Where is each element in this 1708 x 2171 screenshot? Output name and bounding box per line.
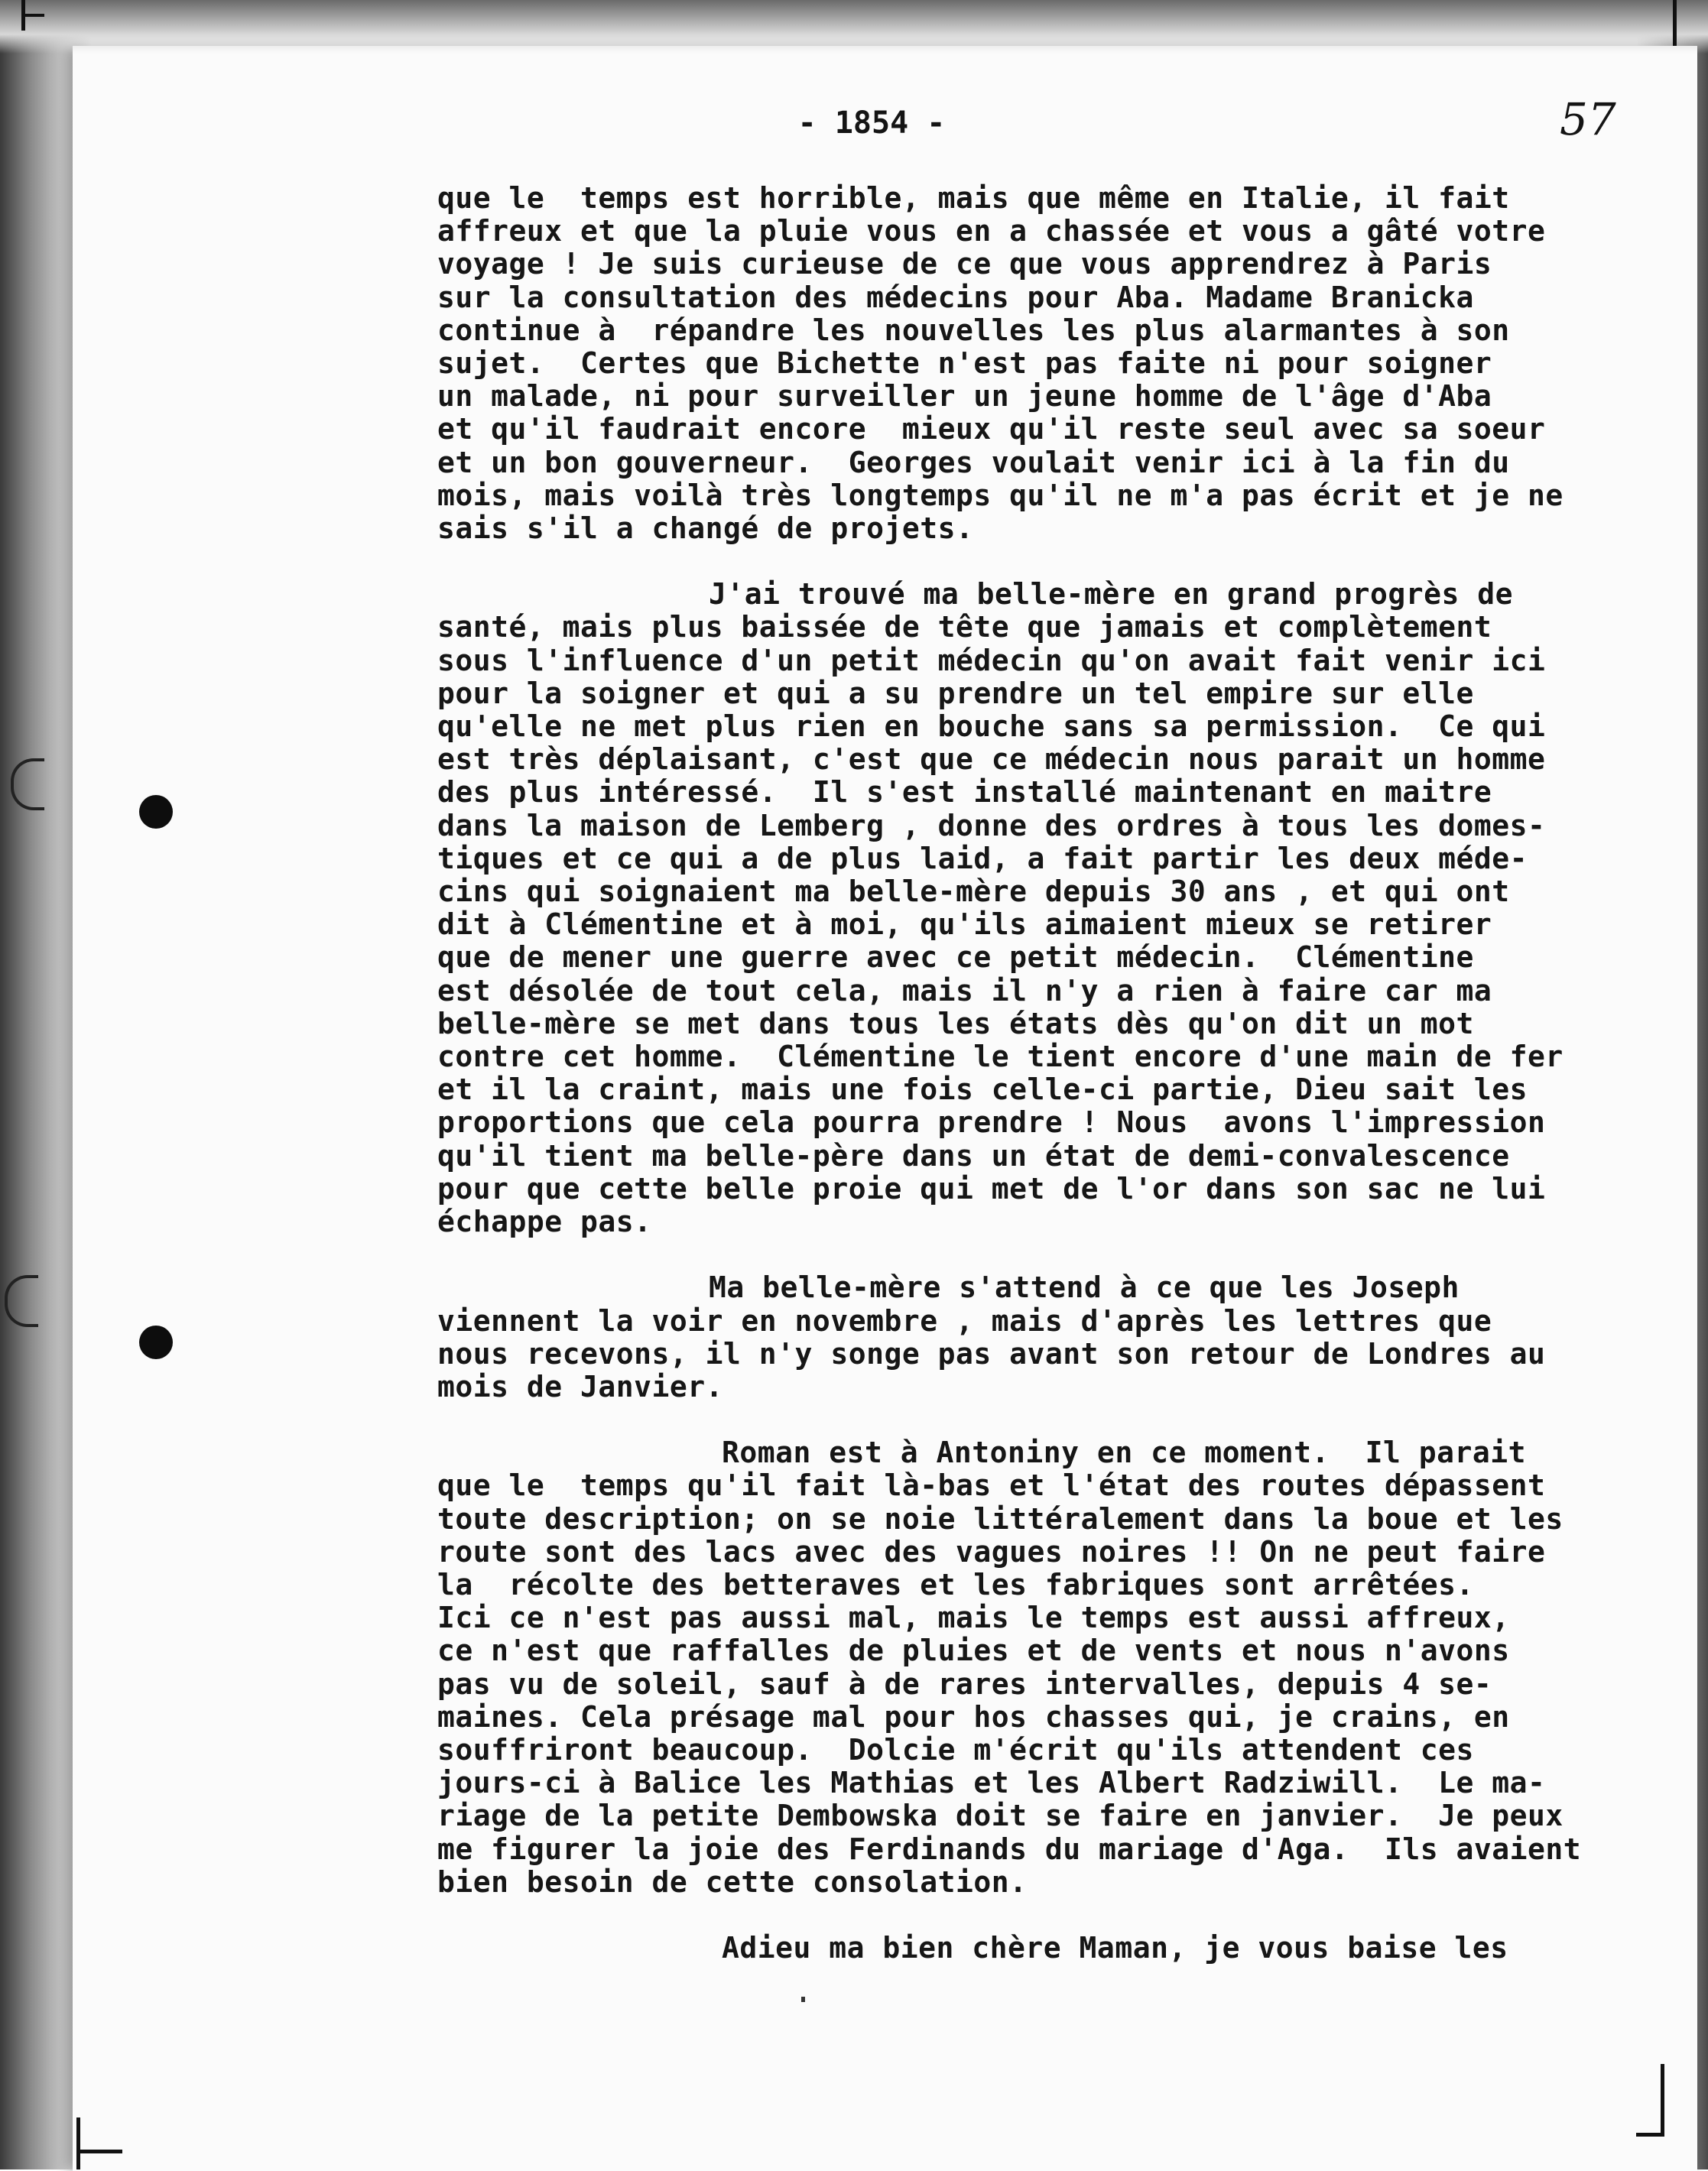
text-line: jours-ci à Balice les Mathias et les Albert Radziwill. Le ma- <box>437 1766 1546 1800</box>
letter-body <box>437 182 1684 1997</box>
crop-mark-bottom-right-tick <box>1636 2133 1664 2137</box>
text-line: cins qui soignaient ma belle-mère depuis 30 ans , et qui ont <box>437 875 1510 909</box>
paragraph-3 <box>437 1271 1684 1404</box>
text-line: continue à répandre les nouvelles les plus alarmantes à son <box>437 313 1510 347</box>
paragraph-2 <box>437 578 1684 1238</box>
paragraph-5 <box>437 1932 1684 1965</box>
text-line: santé, mais plus baissée de tête que jamais et complètement <box>437 610 1492 644</box>
paragraph-1 <box>437 182 1684 545</box>
text-line: viennent la voir en novembre , mais d'après les lettres que <box>437 1303 1492 1338</box>
crop-mark-bottom-left <box>76 2117 80 2169</box>
text-line: et qu'il faudrait encore mieux qu'il reste seul avec sa soeur <box>437 412 1546 446</box>
text-line: sais s'il a changé de projets. <box>437 511 974 546</box>
text-line: contre cet homme. Clémentine le tient encore d'une main de fer <box>437 1040 1564 1074</box>
text-line: que le temps qu'il fait là-bas et l'état des routes dépassent <box>437 1468 1546 1503</box>
text-line: Adieu ma bien chère Maman, je vous baise les <box>722 1930 1508 1965</box>
text-line: des plus intéressé. Il s'est installé maintenant en maitre <box>437 775 1492 810</box>
text-line: pour que cette belle proie qui met de l'or dans son sac ne lui <box>437 1171 1546 1206</box>
binding-arc-lower <box>5 1275 38 1327</box>
text-line: bien besoin de cette consolation. <box>437 1864 1028 1899</box>
paragraph-4 <box>437 1436 1684 1899</box>
crop-mark-bottom-left-tick <box>76 2150 122 2153</box>
text-line: pas vu de soleil, sauf à de rares intervalles, depuis 4 se- <box>437 1666 1492 1701</box>
text-line: belle-mère se met dans tous les états dès qu'on dit un mot <box>437 1006 1474 1040</box>
crop-mark-top-right <box>1673 0 1677 46</box>
text-line: qu'elle ne met plus rien en bouche sans sa permission. Ce qui <box>437 709 1546 744</box>
text-line: échappe pas. <box>437 1205 652 1239</box>
punch-hole-upper <box>139 795 173 829</box>
text-line: maines. Cela présage mal pour hos chasses qui, je crains, en <box>437 1699 1510 1734</box>
text-line: ce n'est que raffalles de pluies et de vents et nous n'avons <box>437 1634 1510 1668</box>
text-line: sous l'influence d'un petit médecin qu'on avait fait venir ici <box>437 643 1546 677</box>
text-line: Ici ce n'est pas aussi mal, mais le temps est aussi affreux, <box>437 1601 1510 1635</box>
header-year: - 1854 - <box>797 105 946 141</box>
text-line: Ma belle-mère s'attend à ce que les Joseph <box>709 1270 1460 1305</box>
punch-hole-lower <box>139 1326 173 1359</box>
text-line: mois de Janvier. <box>437 1369 724 1404</box>
text-line: la récolte des betteraves et les fabriques sont arrêtées. <box>437 1567 1474 1601</box>
text-line: tiques et ce qui a de plus laid, a fait partir les deux méde- <box>437 841 1528 875</box>
binding-arc-upper <box>11 758 44 810</box>
text-line: que le temps est horrible, mais que même en Italie, il fait <box>437 181 1510 215</box>
crop-mark-bottom-right <box>1661 2064 1664 2137</box>
text-line: sur la consultation des médecins pour Aba. Madame Branicka <box>437 280 1474 314</box>
text-line: est très déplaisant, c'est que ce médecin nous parait un homme <box>437 742 1546 777</box>
text-line: route sont des lacs avec des vagues noires !! On ne peut faire <box>437 1534 1546 1569</box>
text-line: me figurer la joie des Ferdinands du mariage d'Aga. Ils avaient <box>437 1832 1582 1866</box>
text-line: pour la soigner et qui a su prendre un tel empire sur elle <box>437 676 1474 710</box>
text-line: voyage ! Je suis curieuse de ce que vous apprendrez à Paris <box>437 247 1492 281</box>
text-line: sujet. Certes que Bichette n'est pas faite ni pour soigner <box>437 346 1492 381</box>
text-line: qu'il tient ma belle-père dans un état de demi-convalescence <box>437 1138 1510 1173</box>
text-line: et un bon gouverneur. Georges voulait venir ici à la fin du <box>437 445 1510 479</box>
top-edge-shadow <box>0 0 1708 54</box>
text-line: dit à Clémentine et à moi, qu'ils aimaient mieux se retirer <box>437 907 1492 942</box>
crop-mark-top-left-tick <box>21 14 44 17</box>
text-line: riage de la petite Dembowska doit se faire en janvier. Je peux <box>437 1799 1564 1833</box>
text-line: nous recevons, il n'y songe pas avant son retour de Londres au <box>437 1336 1546 1371</box>
text-line: un malade, ni pour surveiller un jeune homme de l'âge d'Aba <box>437 379 1492 414</box>
text-line: J'ai trouvé ma belle-mère en grand progrès de <box>709 577 1514 612</box>
text-line: et il la craint, mais une fois celle-ci partie, Dieu sait les <box>437 1073 1528 1107</box>
text-line: souffriront beaucoup. Dolcie m'écrit qu'ils attendent ces <box>437 1732 1474 1767</box>
text-line: proportions que cela pourra prendre ! Nous avons l'impression <box>437 1105 1546 1140</box>
text-line: affreux et que la pluie vous en a chassée et vous a gâté votre <box>437 214 1546 248</box>
page-number: 57 <box>1560 93 1616 145</box>
text-line: dans la maison de Lemberg , donne des ordres à tous les domes- <box>437 808 1546 842</box>
text-line: est désolée de tout cela, mais il n'y a rien à faire car ma <box>437 973 1492 1008</box>
text-line: Roman est à Antoniny en ce moment. Il parait <box>722 1436 1527 1470</box>
text-line: mois, mais voilà très longtemps qu'il ne m'a pas écrit et je ne <box>437 478 1564 512</box>
text-line: toute description; on se noie littéralement dans la boue et les <box>437 1501 1564 1536</box>
text-line: que de mener une guerre avec ce petit médecin. Clémentine <box>437 940 1474 975</box>
